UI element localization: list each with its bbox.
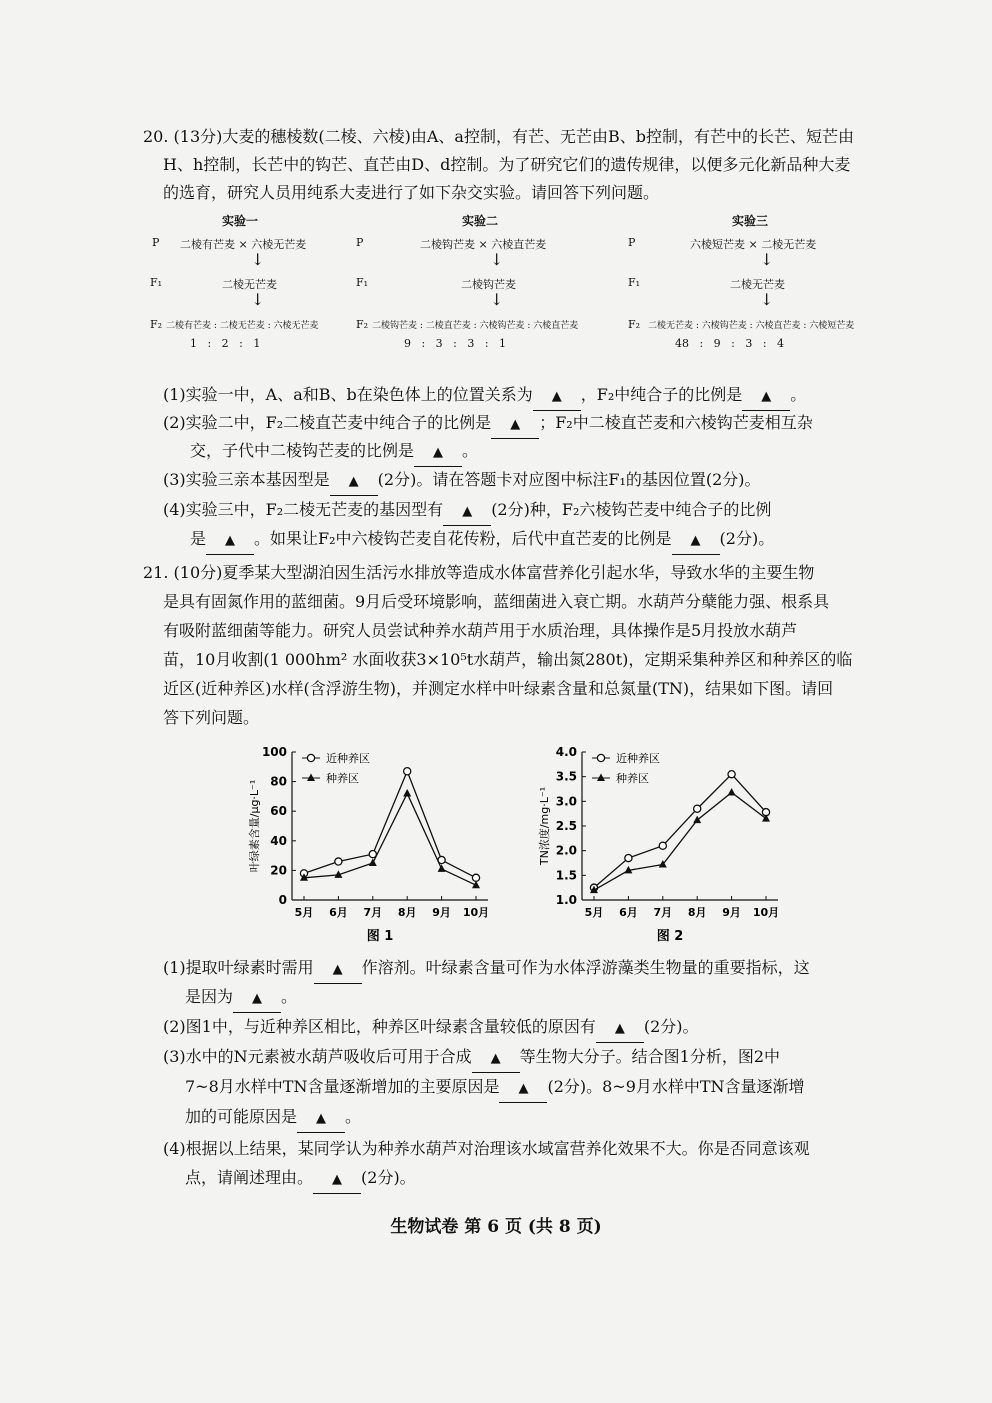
figure-2-chart [530, 740, 800, 945]
series-line [594, 774, 766, 887]
q21-sub3: (3)水中的N元素被水葫芦吸收后可用于合成 ▲ 等生物大分子。结合图1分析，图2中 [163, 1044, 903, 1073]
figure-2 [530, 740, 800, 949]
f2-label: F₂ [150, 318, 163, 331]
y-axis-label: TN浓度/mg·L⁻¹ [538, 786, 551, 866]
f1-result: 二棱无芒麦 [222, 278, 277, 291]
f2-result: 二棱无芒麦 : 六棱钩芒麦 : 六棱直芒麦 : 六棱短芒麦 [648, 321, 855, 331]
x-tick-label: 6月 [329, 906, 348, 919]
data-point-circle [404, 768, 411, 775]
y-tick-label: 80 [270, 774, 287, 789]
y-tick-label: 20 [270, 863, 287, 878]
answer-blank[interactable]: ▲ [233, 984, 281, 1013]
y-tick-label: 40 [270, 833, 287, 848]
f2-ratio: 9 : 3 : 3 : 1 [404, 337, 507, 350]
data-point-circle [694, 805, 701, 812]
q21-sub1: (1)提取叶绿素时需用 ▲ 作溶剂。叶绿素含量可作为水体浮游藻类生物量的重要指标，这 [163, 955, 903, 984]
q21-line6: 答下列问题。 [163, 708, 260, 727]
y-tick-label: 0 [278, 893, 287, 907]
data-point-triangle [693, 816, 701, 824]
q20-sub2-cont: 交，子代中二棱钩芒麦的比例是 ▲ 。 [190, 438, 930, 467]
figure-1-chart [240, 740, 510, 945]
down-arrow-icon: ↓ [490, 290, 504, 309]
f2-result: 二棱有芒麦 : 二棱无芒麦 : 六棱无芒麦 [166, 321, 319, 331]
answer-blank[interactable]: ▲ [472, 1044, 520, 1073]
legend-label: 近种养区 [326, 752, 370, 765]
answer-blank[interactable]: ▲ [313, 1165, 361, 1194]
y-tick-label: 3.5 [555, 769, 577, 784]
data-point-triangle [369, 859, 377, 867]
q21-sub3-cont2: 加的可能原因是 ▲ 。 [185, 1104, 925, 1133]
down-arrow-icon: ↓ [490, 250, 504, 269]
experiment-title: 实验一 [222, 214, 259, 228]
x-tick-label: 8月 [687, 906, 707, 919]
answer-blank[interactable]: ▲ [742, 382, 790, 411]
series-line [304, 771, 476, 878]
legend-marker-triangle [597, 774, 605, 782]
down-arrow-icon: ↓ [760, 290, 774, 309]
answer-blank[interactable]: ▲ [297, 1104, 345, 1133]
y-tick-label: 2.0 [555, 843, 577, 858]
x-tick-label: 5月 [584, 906, 604, 919]
q20-sub1: (1)实验一中，A、a和B、b在染色体上的位置关系为 ▲ ，F₂中纯合子的比例是 ▲ 。 [163, 382, 903, 411]
answer-blank[interactable]: ▲ [596, 1014, 644, 1043]
legend-label: 近种养区 [616, 752, 660, 765]
legend-label: 种养区 [326, 772, 359, 785]
p-label: P [152, 236, 160, 249]
p-label: P [628, 236, 636, 249]
answer-blank[interactable]: ▲ [314, 955, 362, 984]
y-tick-label: 2.5 [555, 819, 577, 833]
answer-blank[interactable]: ▲ [206, 526, 254, 555]
x-tick-label: 7月 [363, 906, 383, 919]
data-point-circle [335, 858, 342, 865]
p-cross: 六棱短芒麦 × 二棱无芒麦 [690, 238, 817, 251]
q21-sub4-cont: 点，请阐述理由。 ▲ (2分)。 [185, 1165, 925, 1194]
q21-line2: 是具有固氮作用的蓝细菌。9月后受环境影响，蓝细菌进入衰亡期。水葫芦分蘖能力强、根系具 [163, 592, 830, 611]
p-cross: 二棱钩芒麦 × 六棱直芒麦 [420, 238, 547, 251]
data-point-triangle [728, 788, 736, 796]
answer-blank[interactable]: ▲ [330, 467, 378, 496]
y-tick-label: 3.0 [555, 794, 577, 809]
y-tick-label: 60 [270, 804, 287, 819]
experiment-title: 实验三 [732, 214, 769, 228]
series-line [594, 792, 766, 890]
f2-label: F₂ [356, 318, 369, 331]
figure-1 [240, 740, 510, 949]
x-tick-label: 8月 [397, 906, 417, 919]
y-tick-label: 1.5 [555, 868, 577, 883]
x-tick-label: 7月 [653, 906, 673, 919]
chart-title: 图 2 [656, 929, 684, 944]
legend-marker-triangle [307, 774, 315, 782]
q21-sub2: (2)图1中，与近种养区相比，种养区叶绿素含量较低的原因有 ▲ (2分)。 [163, 1014, 903, 1043]
chart-title: 图 1 [366, 929, 394, 944]
x-tick-label: 6月 [619, 906, 638, 919]
experiment-title: 实验二 [462, 214, 499, 228]
q20-sub4: (4)实验三中，F₂二棱无芒麦的基因型有 ▲ (2分)种，F₂六棱钩芒麦中纯合子的比例 [163, 497, 903, 526]
f2-ratio: 1 : 2 : 1 [190, 337, 261, 350]
f1-label: F₁ [150, 276, 163, 289]
q20-sub3: (3)实验三亲本基因型是 ▲ (2分)。请在答题卡对应图中标注F₁的基因位置(2分)。 [163, 467, 903, 496]
answer-blank[interactable]: ▲ [414, 438, 462, 467]
y-axis-label: 叶绿素含量/μg·L⁻¹ [248, 779, 261, 873]
p-cross: 二棱有芒麦 × 六棱无芒麦 [180, 238, 307, 251]
data-point-circle [472, 874, 479, 881]
q21-line4: 苗，10月收割(1 000hm² 水面收获3×10⁵t水葫芦，输出氮280t)，定期采集种养区和种养区的临 [163, 650, 853, 669]
answer-blank[interactable]: ▲ [533, 382, 581, 411]
f2-label: F₂ [628, 318, 641, 331]
legend-label: 种养区 [616, 772, 649, 785]
down-arrow-icon: ↓ [251, 250, 265, 269]
y-tick-label: 100 [261, 745, 287, 759]
q21-sub4: (4)根据以上结果，某同学认为种养水葫芦对治理该水域富营养化效果不大。你是否同意该观 [163, 1139, 810, 1158]
x-tick-label: 10月 [752, 906, 780, 919]
series-line [304, 793, 476, 885]
q21-line3: 有吸附蓝细菌等能力。研究人员尝试种养水葫芦用于水质治理，具体操作是5月投放水葫芦 [163, 621, 798, 640]
f1-label: F₁ [356, 276, 369, 289]
p-label: P [356, 236, 364, 249]
q20-sub4-cont: 是 ▲ 。如果让F₂中六棱钩芒麦自花传粉，后代中直芒麦的比例是 ▲ (2分)。 [190, 526, 930, 555]
q20-intro-line1: 20. (13分)大麦的穗棱数(二棱、六棱)由A、a控制，有芒、无芒由B、b控制，有芒中的长芒、短芒由 [143, 127, 854, 146]
page-footer: 生物试卷 第 6 页 (共 8 页) [390, 1217, 602, 1237]
x-tick-label: 9月 [432, 906, 451, 919]
q20-sub2: (2)实验二中，F₂二棱直芒麦中纯合子的比例是 ▲ ；F₂中二棱直芒麦和六棱钩芒麦相互杂 [163, 410, 903, 439]
answer-blank[interactable]: ▲ [672, 526, 720, 555]
data-point-triangle [403, 789, 411, 797]
f2-ratio: 48 : 9 : 3 : 4 [675, 337, 785, 350]
q20-intro-line3: 的选育，研究人员用纯系大麦进行了如下杂交实验。请回答下列问题。 [163, 183, 660, 202]
answer-blank[interactable]: ▲ [443, 497, 491, 526]
answer-blank[interactable]: ▲ [491, 410, 539, 439]
down-arrow-icon: ↓ [760, 250, 774, 269]
legend-marker-circle [307, 754, 314, 761]
x-tick-label: 9月 [722, 906, 741, 919]
q20-intro-line2: H、h控制，长芒中的钩芒、直芒由D、d控制。为了研究它们的遗传规律，以便多元化新品种大麦 [163, 155, 851, 174]
q21-line1: 21. (10分)夏季某大型湖泊因生活污水排放等造成水体富营养化引起水华，导致水华的主要生物 [143, 563, 815, 582]
data-point-circle [659, 842, 666, 849]
y-tick-label: 1.0 [555, 893, 577, 907]
data-point-triangle [438, 864, 446, 872]
y-tick-label: 4.0 [555, 745, 577, 759]
answer-blank[interactable]: ▲ [499, 1074, 547, 1103]
f1-label: F₁ [628, 276, 641, 289]
x-tick-label: 10月 [462, 906, 490, 919]
q21-sub1-cont: 是因为 ▲ 。 [185, 984, 925, 1013]
data-point-circle [728, 771, 735, 778]
x-tick-label: 5月 [294, 906, 314, 919]
q21-line5: 近区(近种养区)水样(含浮游生物)，并测定水样中叶绿素含量和总氮量(TN)，结果如下图。请回 [163, 679, 834, 698]
down-arrow-icon: ↓ [251, 290, 265, 309]
q21-sub3-cont: 7~8月水样中TN含量逐渐增加的主要原因是 ▲ (2分)。8~9月水样中TN含量逐渐增 [185, 1074, 925, 1103]
legend-marker-circle [597, 754, 604, 761]
f1-result: 二棱无芒麦 [730, 278, 785, 291]
f2-result: 二棱钩芒麦 : 二棱直芒麦 : 六棱钩芒麦 : 六棱直芒麦 [372, 321, 579, 331]
f1-result: 二棱钩芒麦 [461, 278, 516, 291]
data-point-circle [625, 854, 632, 861]
